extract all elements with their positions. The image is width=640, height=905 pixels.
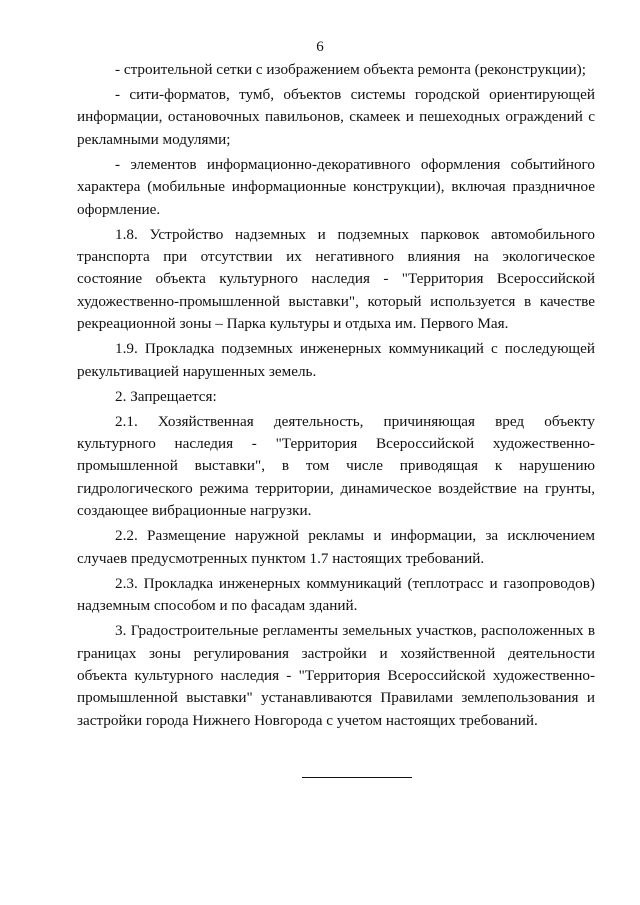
- paragraph-list-item-decorative-elements: - элементов информационно-декоративного оформления событийного характера (мобильные информационные конструкции), включая праздничное оформление.: [77, 155, 595, 218]
- end-separator-line: [302, 777, 412, 778]
- paragraph-clause-2-3: 2.3. Прокладка инженерных коммуникаций (теплотрасс и газопроводов) надземным способом и по фасадам зданий.: [77, 574, 595, 615]
- paragraph-clause-2-2: 2.2. Размещение наружной рекламы и информации, за исключением случаев предусмотренных пунктом 1.7 настоящих требований.: [77, 527, 595, 567]
- paragraph-clause-2-1: 2.1. Хозяйственная деятельность, причиняющая вред объекту культурного наследия - "Территория Всероссийской художественно-промышленной выставки", в том числе приводящая к нарушению гидрологического режима территории, динамическое воздействие на грунты, создающее вибрационные нагрузки.: [77, 412, 595, 520]
- page-number: 6: [316, 39, 324, 55]
- paragraph-clause-3: 3. Градостроительные регламенты земельных участков, расположенных в границах зоны регулирования застройки и хозяйственной деятельности объекта культурного наследия - "Территория Всероссийской художественно-промышленной выставки" устанавливаются Правилами землепользования и застройки города Нижнего Новгорода с учетом настоящих требований.: [77, 622, 595, 729]
- paragraph-clause-1-8: 1.8. Устройство надземных и подземных парковок автомобильного транспорта при отсутствии их негативного влияния на экологическое состояние объекта культурного наследия - "Территория Всероссийской художественно-промышленной выставки", который используется в качестве рекреационной зоны – Парка культуры и отдыха им. Первого Мая.: [77, 225, 595, 333]
- paragraph-section-2-heading: 2. Запрещается:: [115, 387, 217, 405]
- paragraph-list-item-city-formats: - сити-форматов, тумб, объектов системы городской ориентирующей информации, остановочных павильонов, скамеек и пешеходных ограждений с рекламными модулями;: [77, 86, 595, 148]
- paragraph-list-item-construction-grid: - строительной сетки с изображением объекта ремонта (реконструкции);: [115, 61, 586, 78]
- paragraph-clause-1-9: 1.9. Прокладка подземных инженерных коммуникаций с последующей рекультивацией нарушенных земель.: [77, 340, 595, 380]
- document-body: [77, 59, 595, 735]
